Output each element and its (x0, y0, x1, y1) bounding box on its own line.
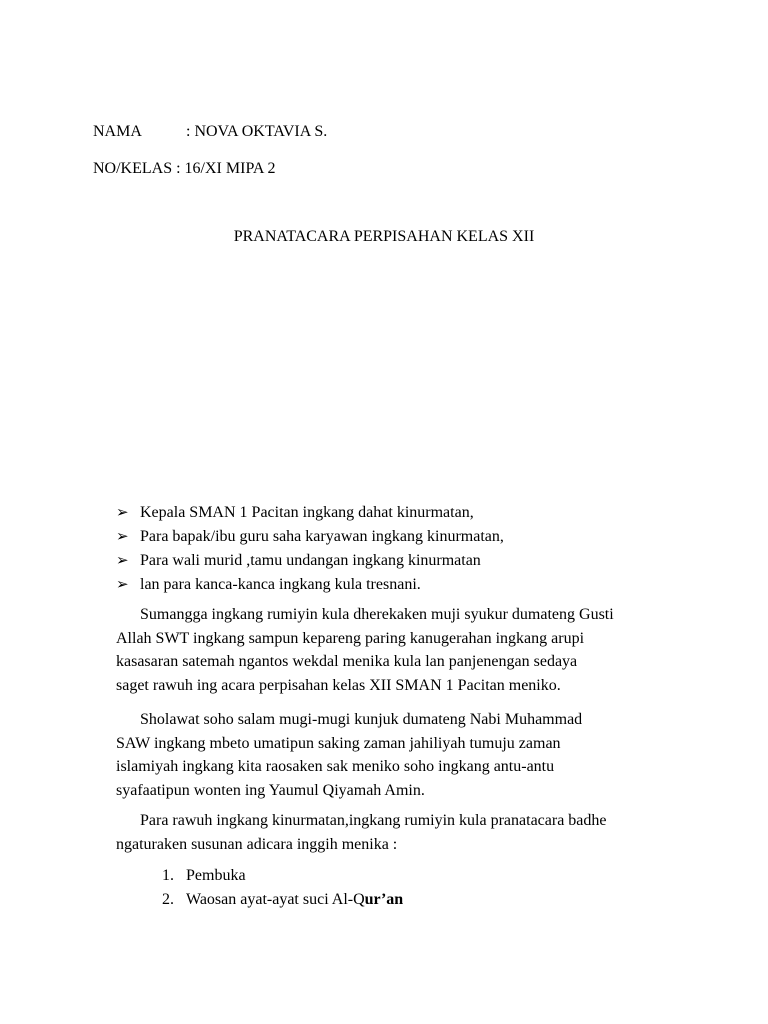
document-title: PRANATACARA PERPISAHAN KELAS XII (233, 228, 535, 245)
arrow-bullet-icon: ➢ (116, 529, 129, 545)
greeting-item: ➢ Kepala SMAN 1 Pacitan ingkang dahat kinurmatan, (116, 504, 474, 521)
class-line: NO/KELAS : 16/XI MIPA 2 (93, 160, 276, 177)
agenda-list (162, 866, 403, 914)
paragraph-gratitude: Sumangga ingkang rumiyin kula dherekaken muji syukur dumateng Gusti Allah SWT ingkang sampun kepareng paring kanugerahan ingkang arupi kasasaran satemah ngantos wekdal menika kula lan panjenengan sedaya saget rawuh ing acara perpisahan kelas XII SMAN 1 Pacitan meniko. (116, 606, 614, 694)
paragraph-sholawat: Sholawat soho salam mugi-mugi kunjuk dumateng Nabi Muhammad SAW ingkang mbeto umatipun saking zaman jahiliyah tumuju zaman islamiyah ingkang kita raosaken sak meniko soho ingkang antu-antu syafaatipun wonten ing Yaumul Qiyamah Amin. (116, 711, 583, 799)
name-value: : NOVA OKTAVIA S. (186, 123, 328, 140)
arrow-bullet-icon: ➢ (116, 577, 129, 593)
greeting-item: ➢ Para wali murid ,tamu undangan ingkang kinurmatan (116, 552, 481, 569)
arrow-bullet-icon: ➢ (116, 505, 129, 521)
name-label: NAMA (93, 123, 142, 140)
greeting-list (116, 503, 504, 599)
paragraph-agenda-intro: Para rawuh ingkang kinurmatan,ingkang rumiyin kula pranatacara badhe ngaturaken susunan adicara inggih menika : (116, 812, 607, 853)
agenda-item: 1. Pembuka (162, 867, 246, 884)
agenda-item: 2. Waosan ayat-ayat suci Al-Qur’an (162, 891, 404, 908)
greeting-item: ➢ Para bapak/ibu guru saha karyawan ingkang kinurmatan, (116, 528, 504, 545)
greeting-item: ➢ lan para kanca-kanca ingkang kula tresnani. (116, 576, 421, 593)
arrow-bullet-icon: ➢ (116, 553, 129, 569)
